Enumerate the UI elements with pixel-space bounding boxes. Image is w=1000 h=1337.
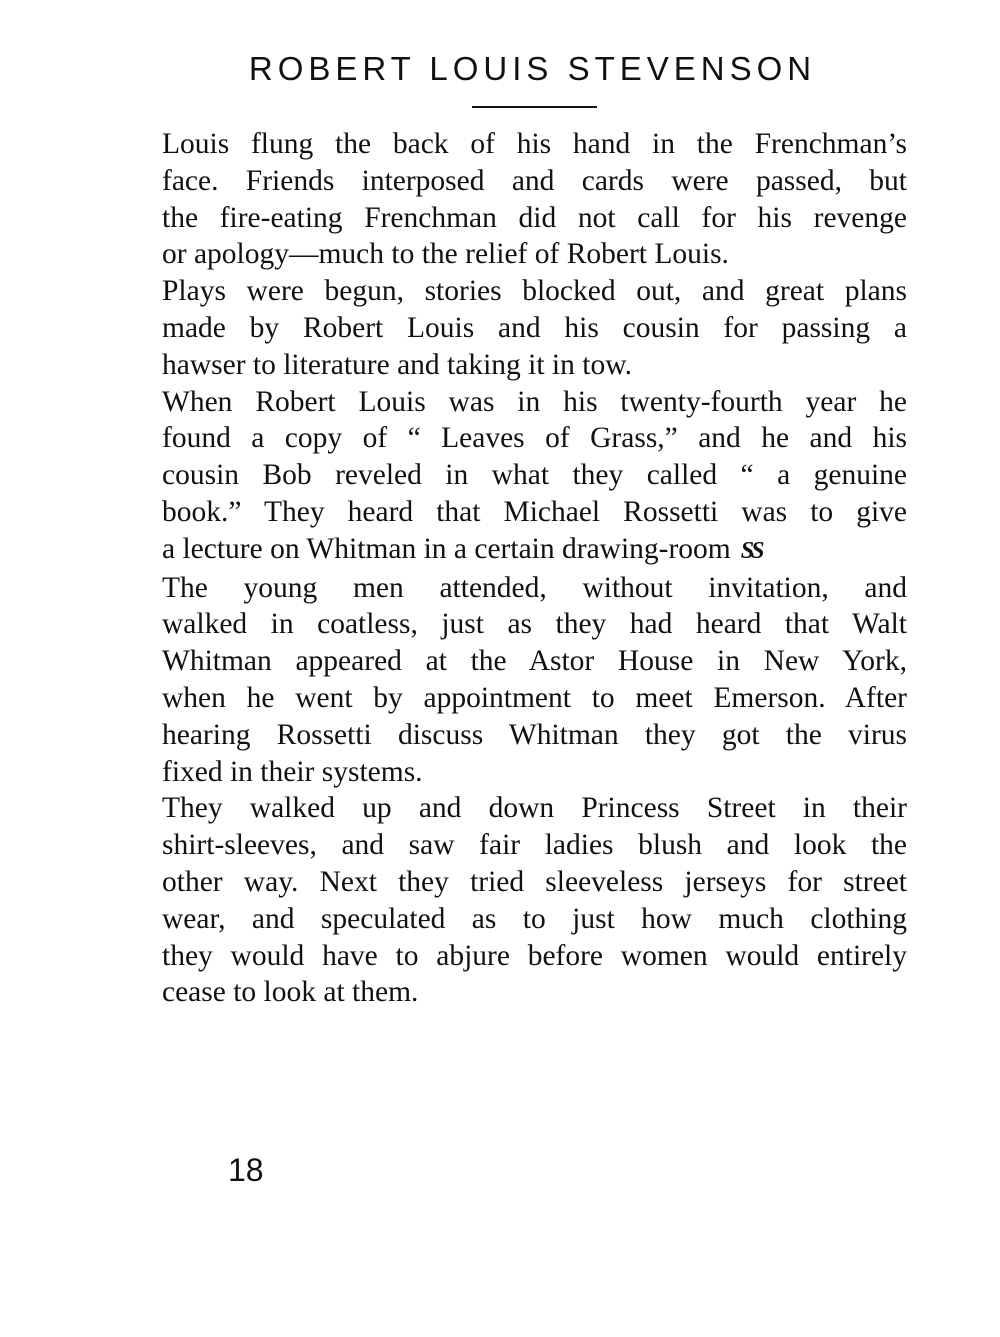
text-line: walked in coatless, just as they had heard that Walt xyxy=(162,608,907,641)
text-line: a lecture on Whitman in a certain drawing-room xyxy=(162,532,731,565)
text-line: when he went by appointment to meet Emerson. After xyxy=(162,681,907,714)
paragraph-4 xyxy=(162,790,907,1011)
paragraph-3 xyxy=(162,384,907,791)
text-line: cousin Bob reveled in what they called “ a genuine xyxy=(162,459,907,492)
text-line-with-ornament xyxy=(162,531,907,570)
text-line: They walked up and down Princess Street in their xyxy=(162,792,907,825)
text-line: hawser to literature and taking it in tow. xyxy=(162,348,632,381)
text-line: book.” They heard that Michael Rossetti was to give xyxy=(162,495,907,528)
body-text xyxy=(162,126,907,1011)
text-line: or apology—much to the relief of Robert Louis. xyxy=(162,238,729,271)
text-line: cease to look at them. xyxy=(162,976,419,1009)
text-line: other way. Next they tried sleeveless jerseys for street xyxy=(162,865,907,898)
text-line: shirt-sleeves, and saw fair ladies blush and look the xyxy=(162,829,907,862)
page-number: 18 xyxy=(228,1152,264,1188)
text-line: found a copy of “ Leaves of Grass,” and he and his xyxy=(162,422,907,455)
text-line: Whitman appeared at the Astor House in New York, xyxy=(162,645,907,678)
header-rule xyxy=(472,106,597,108)
text-line: Plays were begun, stories blocked out, and great plans xyxy=(162,275,907,308)
paragraph-1 xyxy=(162,126,907,273)
text-line: they would have to abjure before women would entirely xyxy=(162,939,907,972)
text-line: The young men attended, without invitation, and xyxy=(162,571,907,604)
fleuron-ornament: SS xyxy=(740,537,762,564)
running-head: ROBERT LOUIS STEVENSON xyxy=(248,50,817,87)
text-line: fixed in their systems. xyxy=(162,755,423,788)
text-line: When Robert Louis was in his twenty-fourth year he xyxy=(162,385,907,418)
text-line: Louis flung the back of his hand in the Frenchman’s xyxy=(162,128,907,160)
text-line: hearing Rossetti discuss Whitman they got the virus xyxy=(162,718,907,751)
text-line: wear, and speculated as to just how much clothing xyxy=(162,902,907,935)
text-line: the fire-eating Frenchman did not call for his revenge xyxy=(162,201,907,234)
paragraph-2 xyxy=(162,273,907,383)
text-line: face. Friends interposed and cards were passed, but xyxy=(162,164,907,197)
text-line: made by Robert Louis and his cousin for passing a xyxy=(162,311,907,344)
